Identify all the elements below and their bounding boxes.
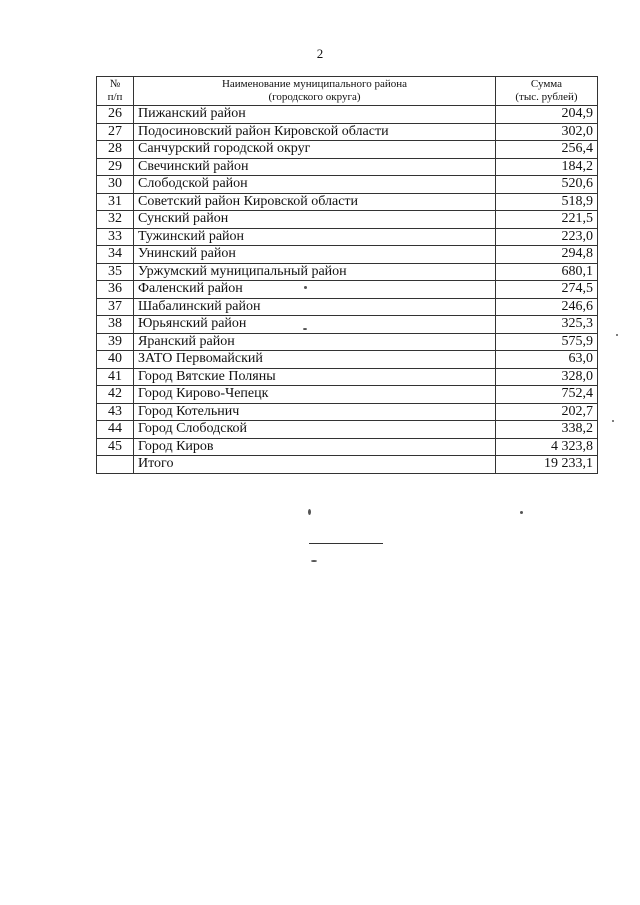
row-sum: 19 233,1 (496, 456, 598, 474)
row-sum: 752,4 (496, 386, 598, 404)
table-row (97, 193, 598, 211)
row-name: Сунский район (134, 211, 496, 229)
table-row (97, 368, 598, 386)
table-row (97, 246, 598, 264)
row-sum: 302,0 (496, 123, 598, 141)
row-sum: 202,7 (496, 403, 598, 421)
row-number: 43 (97, 403, 134, 421)
header-number-line1: № (109, 78, 121, 90)
row-sum: 223,0 (496, 228, 598, 246)
row-sum: 221,5 (496, 211, 598, 229)
table-row (97, 263, 598, 281)
row-name: Фаленский район (134, 281, 496, 299)
table-row (97, 316, 598, 334)
row-number: 39 (97, 333, 134, 351)
scan-speck (520, 511, 523, 514)
row-number: 28 (97, 141, 134, 159)
row-number: 27 (97, 123, 134, 141)
table-row (97, 228, 598, 246)
row-sum: 256,4 (496, 141, 598, 159)
row-number: 38 (97, 316, 134, 334)
header-sum (496, 77, 598, 106)
row-name: Итого (134, 456, 496, 474)
row-name: Советский район Кировской области (134, 193, 496, 211)
table-row (97, 106, 598, 124)
row-number: 44 (97, 421, 134, 439)
row-number: 45 (97, 438, 134, 456)
row-sum: 274,5 (496, 281, 598, 299)
header-name (134, 77, 496, 106)
header-name-line1: Наименование муниципального района (221, 78, 408, 90)
row-sum: 294,8 (496, 246, 598, 264)
table-row (97, 298, 598, 316)
row-name: Город Слободской (134, 421, 496, 439)
table-row (97, 333, 598, 351)
header-name-line2: (городского округа) (268, 91, 361, 103)
row-sum: 328,0 (496, 368, 598, 386)
table-row (97, 158, 598, 176)
row-number (97, 456, 134, 474)
table-row (97, 386, 598, 404)
header-number-line2: п/п (107, 91, 123, 103)
table-row (97, 438, 598, 456)
row-number: 29 (97, 158, 134, 176)
row-sum: 338,2 (496, 421, 598, 439)
row-number: 30 (97, 176, 134, 194)
scan-speck (303, 328, 307, 330)
row-name: Санчурский городской округ (134, 141, 496, 159)
row-name: Свечинский район (134, 158, 496, 176)
row-number: 26 (97, 106, 134, 124)
row-number: 37 (97, 298, 134, 316)
table-row (97, 403, 598, 421)
row-sum: 325,3 (496, 316, 598, 334)
row-sum: 63,0 (496, 351, 598, 369)
row-name: Уржумский муниципальный район (134, 263, 496, 281)
table-row (97, 176, 598, 194)
row-sum: 246,6 (496, 298, 598, 316)
row-name: ЗАТО Первомайский (134, 351, 496, 369)
table-row (97, 351, 598, 369)
row-number: 31 (97, 193, 134, 211)
row-name: Пижанский район (134, 106, 496, 124)
header-sum-line1: Сумма (530, 78, 563, 90)
row-number: 41 (97, 368, 134, 386)
row-name: Город Котельнич (134, 403, 496, 421)
table-row (97, 141, 598, 159)
scan-speck (308, 509, 311, 515)
scan-speck (311, 560, 317, 562)
table-header-row (97, 77, 598, 106)
header-number (97, 77, 134, 106)
table-row (97, 421, 598, 439)
row-name: Слободской район (134, 176, 496, 194)
row-name: Юрьянский район (134, 316, 496, 334)
row-name: Шабалинский район (134, 298, 496, 316)
table-row (97, 281, 598, 299)
row-number: 33 (97, 228, 134, 246)
row-name: Подосиновский район Кировской области (134, 123, 496, 141)
scan-speck (304, 286, 307, 289)
row-name: Город Вятские Поляны (134, 368, 496, 386)
row-number: 32 (97, 211, 134, 229)
row-sum: 680,1 (496, 263, 598, 281)
table-total-row (97, 456, 598, 474)
row-sum: 4 323,8 (496, 438, 598, 456)
row-name: Город Кирово-Чепецк (134, 386, 496, 404)
table-body (97, 106, 598, 474)
row-sum: 184,2 (496, 158, 598, 176)
row-name: Унинский район (134, 246, 496, 264)
row-number: 40 (97, 351, 134, 369)
row-number: 42 (97, 386, 134, 404)
header-sum-line2: (тыс. рублей) (515, 91, 578, 103)
scan-speck (616, 334, 618, 336)
row-name: Яранский район (134, 333, 496, 351)
row-number: 36 (97, 281, 134, 299)
signature-line (309, 543, 383, 544)
scan-speck (612, 420, 614, 422)
row-number: 34 (97, 246, 134, 264)
table-row (97, 211, 598, 229)
row-sum: 518,9 (496, 193, 598, 211)
row-name: Тужинский район (134, 228, 496, 246)
table-row (97, 123, 598, 141)
row-name: Город Киров (134, 438, 496, 456)
row-number: 35 (97, 263, 134, 281)
row-sum: 204,9 (496, 106, 598, 124)
row-sum: 575,9 (496, 333, 598, 351)
row-sum: 520,6 (496, 176, 598, 194)
page-number: 2 (316, 46, 324, 61)
allocation-table (96, 76, 598, 474)
